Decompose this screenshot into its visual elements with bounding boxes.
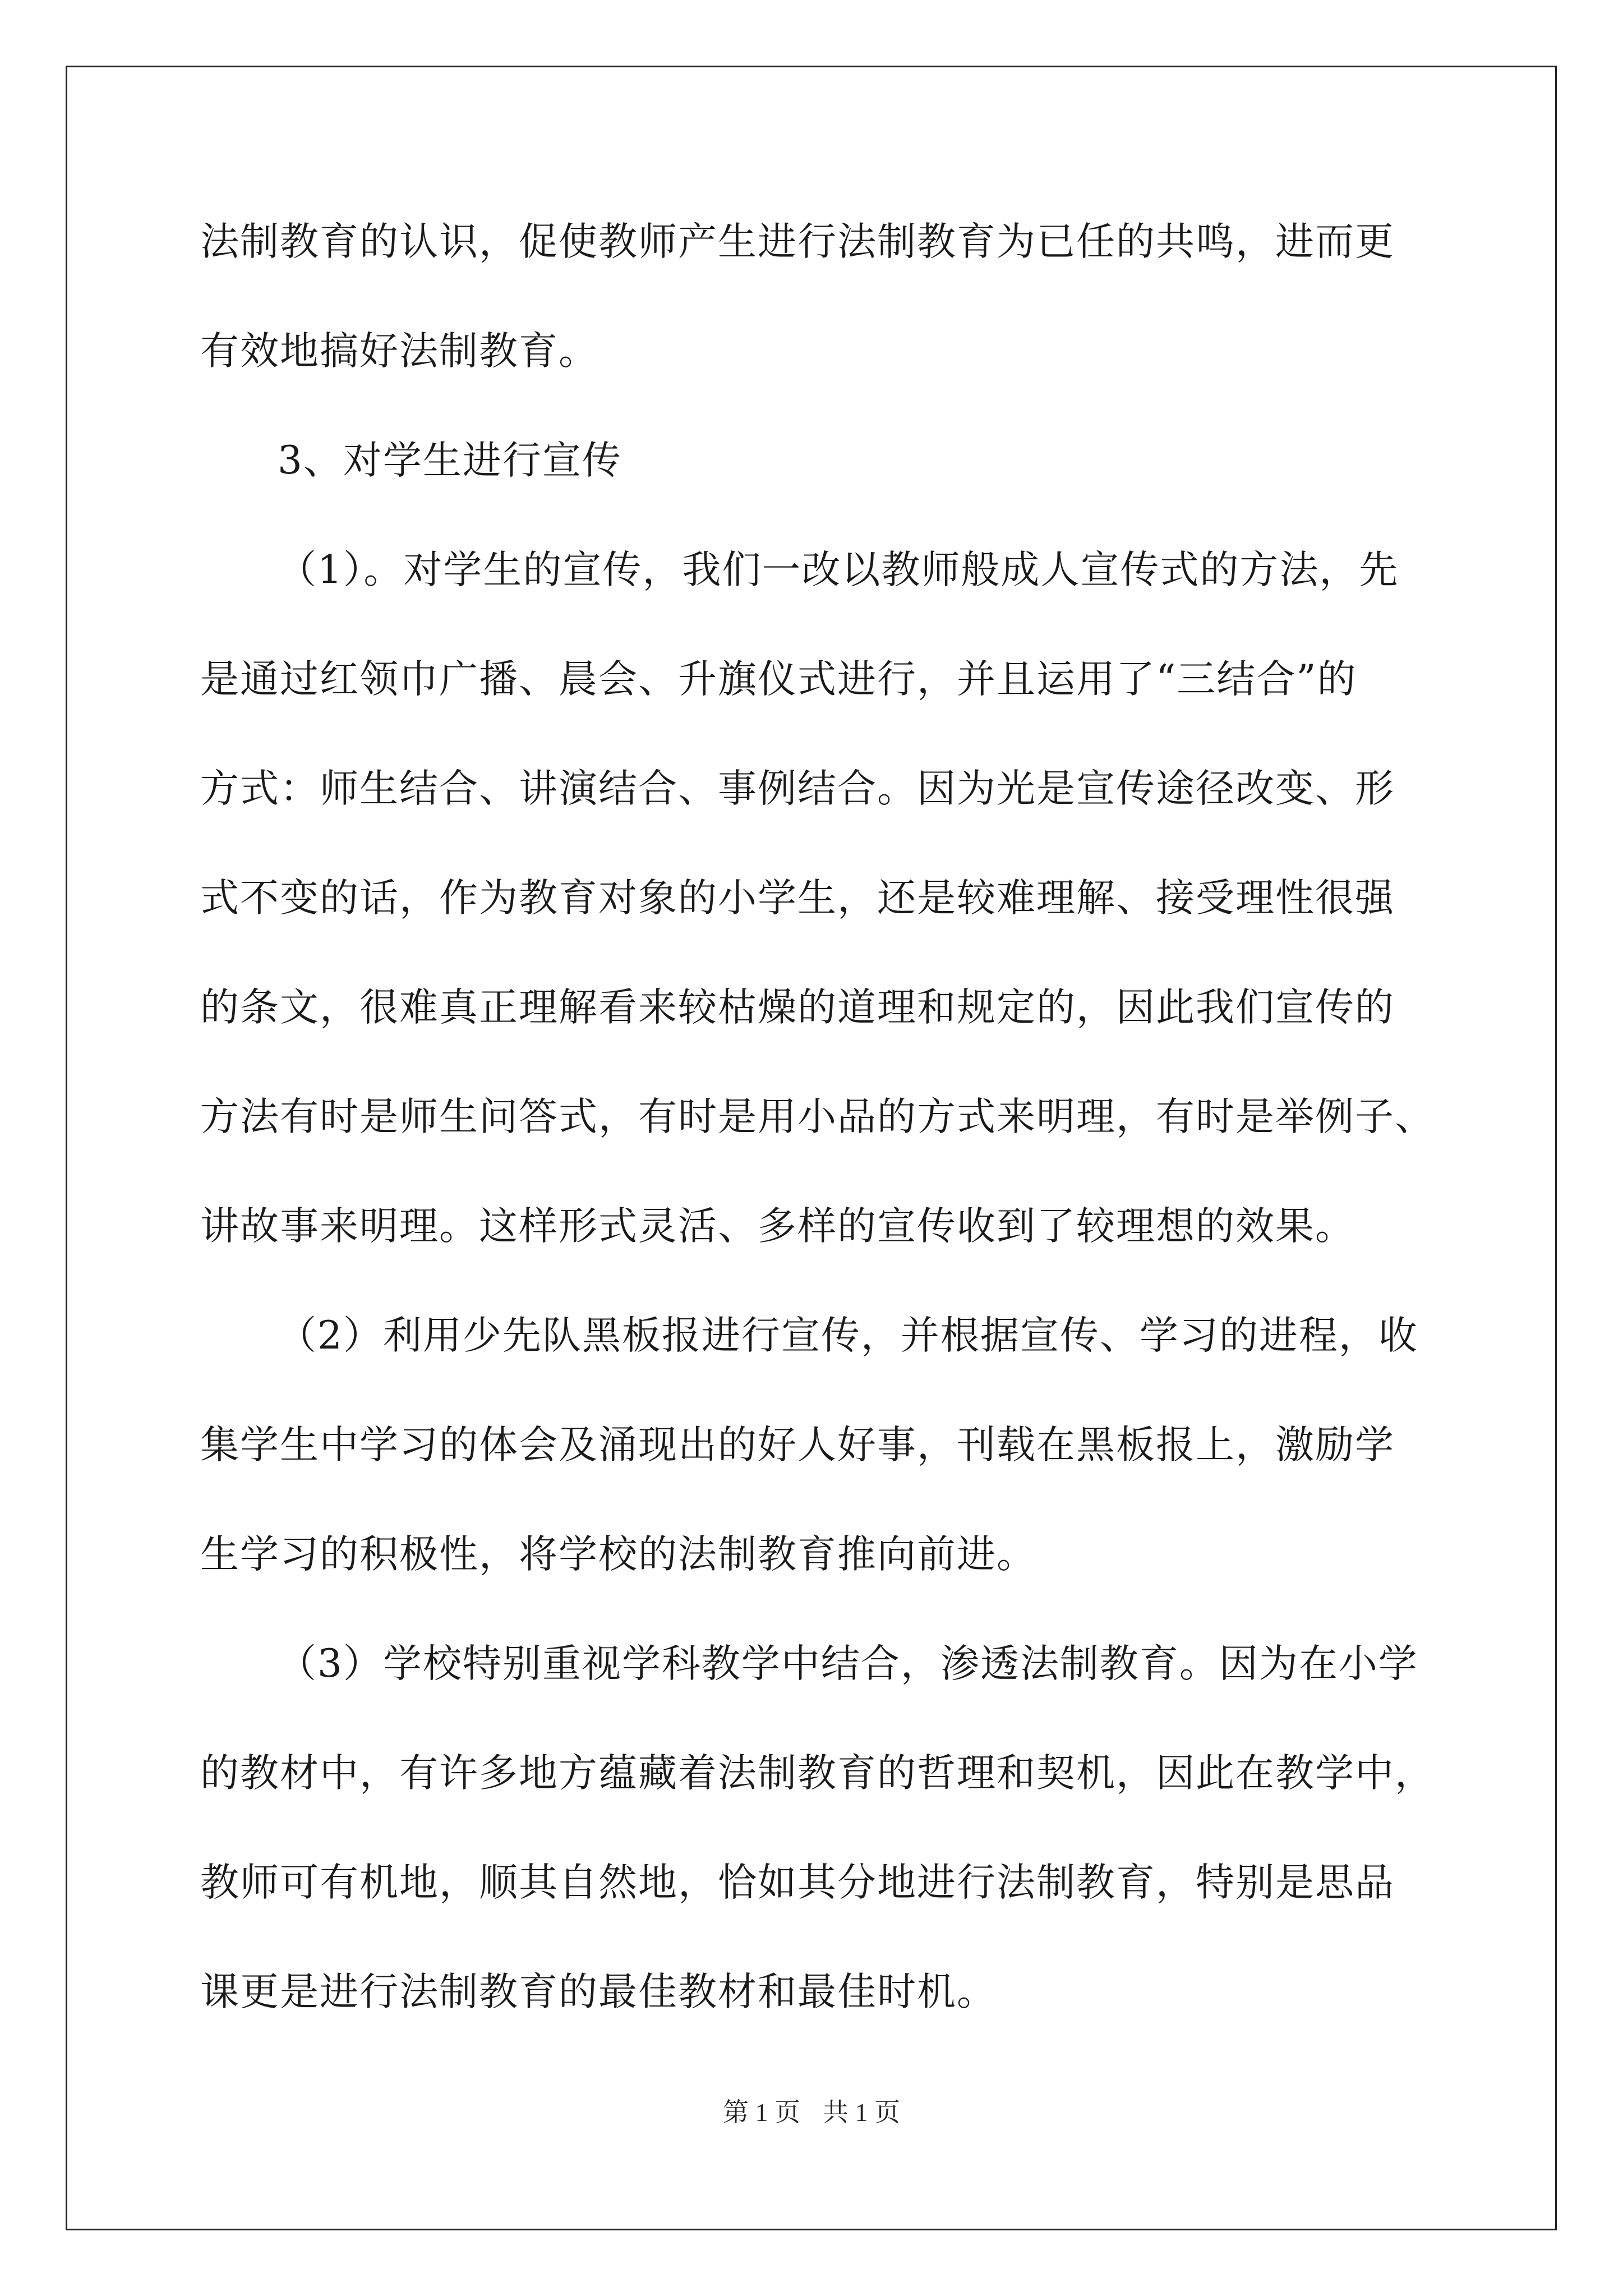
text-line: 方式：师生结合、讲演结合、事例结合。因为光是宣传途径改变、形 [200,766,1395,811]
text-line: 法制教育的认识，促使教师产生进行法制教育为已任的共鸣，进而更 [200,219,1395,264]
text-line: 课更是进行法制教育的最佳教材和最佳时机。 [200,1970,997,2014]
text-line: （2）利用少先队黑板报进行宣传，并根据宣传、学习的进程，收 [278,1313,1418,1358]
text-line: 集学生中学习的体会及涌现出的好人好事，刊载在黑板报上，激励学 [200,1423,1395,1467]
text-line: （3）学校特别重视学科教学中结合，渗透法制教育。因为在小学 [278,1641,1418,1686]
text-line: 生学习的积极性，将学校的法制教育推向前进。 [200,1532,1036,1577]
text-line: 是通过红领巾广播、晨会、升旗仪式进行，并且运用了“三结合”的 [200,657,1357,702]
section-heading: 3、对学生进行宣传 [278,438,622,483]
text-line: 的条文，很难真正理解看来较枯燥的道理和规定的，因此我们宣传的 [200,985,1395,1030]
document-body [200,218,1434,2077]
text-line: 有效地搞好法制教育。 [200,329,598,374]
text-line: （1）。对学生的宣传，我们一改以教师般成人宣传式的方法，先 [278,547,1399,592]
text-line: 式不变的话，作为教育对象的小学生，还是较难理解、接受理性很强 [200,876,1395,921]
page-total: 共 1 页 [823,2098,900,2127]
text-line: 的教材中，有许多地方蕴藏着法制教育的哲理和契机，因此在教学中， [200,1751,1435,1796]
text-line: 教师可有机地，顺其自然地，恰如其分地进行法制教育，特别是思品 [200,1860,1395,1905]
page-footer [0,2097,1623,2128]
text-line: 讲故事来明理。这样形式灵活、多样的宣传收到了较理想的效果。 [200,1204,1355,1249]
text-line: 方法有时是师生问答式，有时是用小品的方式来明理，有时是举例子、 [200,1094,1435,1139]
page-number: 第 1 页 [723,2098,800,2127]
